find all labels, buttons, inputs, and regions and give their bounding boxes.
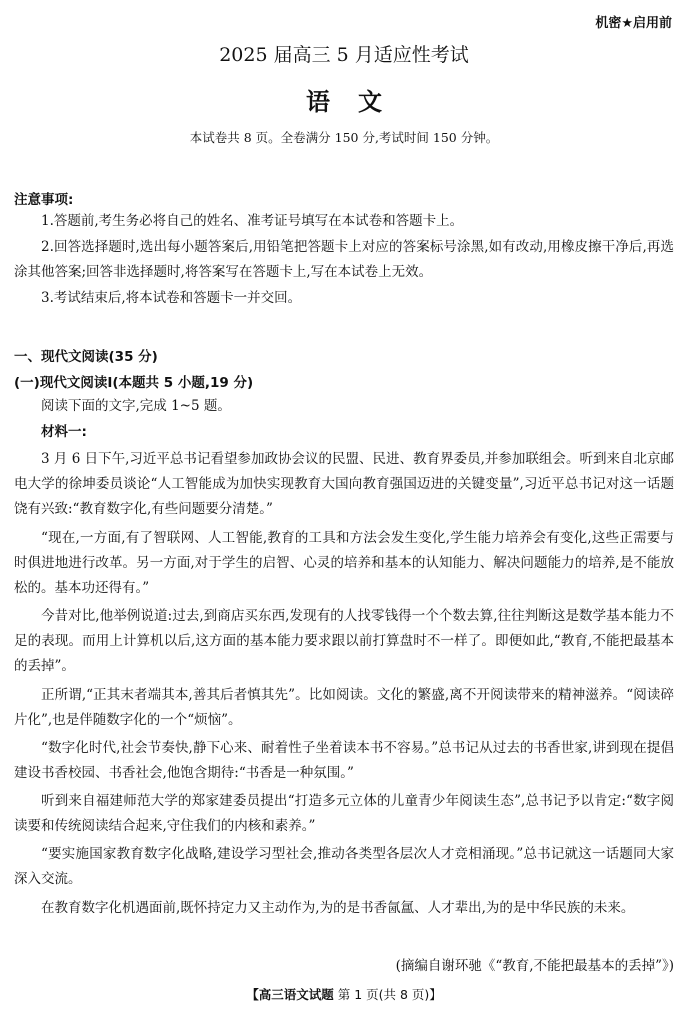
passage-paragraph-2: “现在,一方面,有了智联网、人工智能,教育的工具和方法会发生变化,学生能力培养会有变化,这些正需要与时俱进地进行改革。另一方面,对于学生的启智、心灵的培养和基本的认知能力、解决问题能力的培养,是不能放松的。基本功还得有。” bbox=[14, 530, 674, 596]
note-item-3: 3.考试结束后,将本试卷和答题卡一并交回。 bbox=[41, 290, 302, 306]
passage-paragraph-1: 3 月 6 日下午,习近平总书记看望参加政协会议的民盟、民进、教育界委员,并参加联组会。听到来自北京邮电大学的徐坤委员谈论“人工智能成为加快实现教育大国向教育强国迈进的关键变量”,习近平总书记对这一话题饶有兴致:“教育数字化,有些问题要分清楚。” bbox=[14, 451, 674, 517]
passage-paragraph-6: 听到来自福建师范大学的郑家建委员提出“打造多元立体的儿童青少年阅读生态”,总书记予以肯定:“数字阅读要和传统阅读结合起来,守住我们的内核和素养。” bbox=[14, 793, 674, 834]
sub-section-title: (一)现代文阅读Ⅰ(本题共 5 小题,19 分) bbox=[14, 375, 254, 391]
footer-page-info: 第 1 页(共 8 页)】 bbox=[337, 987, 442, 1002]
subject-title bbox=[0, 82, 688, 117]
subject-char-1: 语 bbox=[306, 88, 330, 116]
footer-label: 【高三语文试题 bbox=[246, 987, 334, 1002]
passage-paragraph-7: “要实施国家教育数字化战略,建设学习型社会,推动各类型各层次人才竞相涌现。”总书记就这一话题同大家深入交流。 bbox=[14, 846, 674, 887]
passage-paragraph-8: 在教育数字化机遇面前,既怀持定力又主动作为,为的是书香氤氲、人才辈出,为的是中华民族的未来。 bbox=[41, 900, 635, 916]
material-label: 材料一: bbox=[41, 424, 87, 440]
page-footer bbox=[0, 985, 688, 1003]
exam-title: 2025 届高三 5 月适应性考试 bbox=[219, 44, 469, 66]
passage-paragraph-3: 今昔对比,他举例说道:过去,到商店买东西,发现有的人找零钱得一个个数去算,往往判断这是数学基本能力不足的表现。而用上计算机以后,这方面的基本能力要求跟以前打算盘时不一样了。即便如此,“教育,不能把最基本的丢掉”。 bbox=[14, 608, 674, 674]
section-title: 一、现代文阅读(35 分) bbox=[14, 349, 158, 365]
reading-instruction: 阅读下面的文字,完成 1~5 题。 bbox=[41, 398, 231, 414]
confidential-mark: 机密★启用前 bbox=[595, 16, 672, 31]
passage-paragraph-4: 正所谓,“正其末者端其本,善其后者慎其先”。比如阅读。文化的繁盛,离不开阅读带来的精神滋养。“阅读碎片化”,也是伴随数字化的一个“烦恼”。 bbox=[14, 687, 674, 728]
exam-info: 本试卷共 8 页。全卷满分 150 分,考试时间 150 分钟。 bbox=[189, 130, 499, 145]
notes-heading: 注意事项: bbox=[14, 192, 74, 208]
source-attribution: (摘编自谢环驰《“教育,不能把最基本的丢掉”》) bbox=[395, 958, 674, 974]
subject-char-2: 文 bbox=[358, 88, 382, 116]
note-item-2: 2.回答选择题时,选出每小题答案后,用铅笔把答题卡上对应的答案标号涂黑,如有改动,用橡皮擦干净后,再选涂其他答案;回答非选择题时,将答案写在答题卡上,写在本试卷上无效。 bbox=[14, 239, 674, 280]
note-item-1: 1.答题前,考生务必将自己的姓名、准考证号填写在本试卷和答题卡上。 bbox=[41, 213, 464, 229]
passage-paragraph-5: “数字化时代,社会节奏快,静下心来、耐着性子坐着读本书不容易。”总书记从过去的书香世家,讲到现在提倡建设书香校园、书香社会,他饱含期待:“书香是一种氛围。” bbox=[14, 740, 674, 781]
